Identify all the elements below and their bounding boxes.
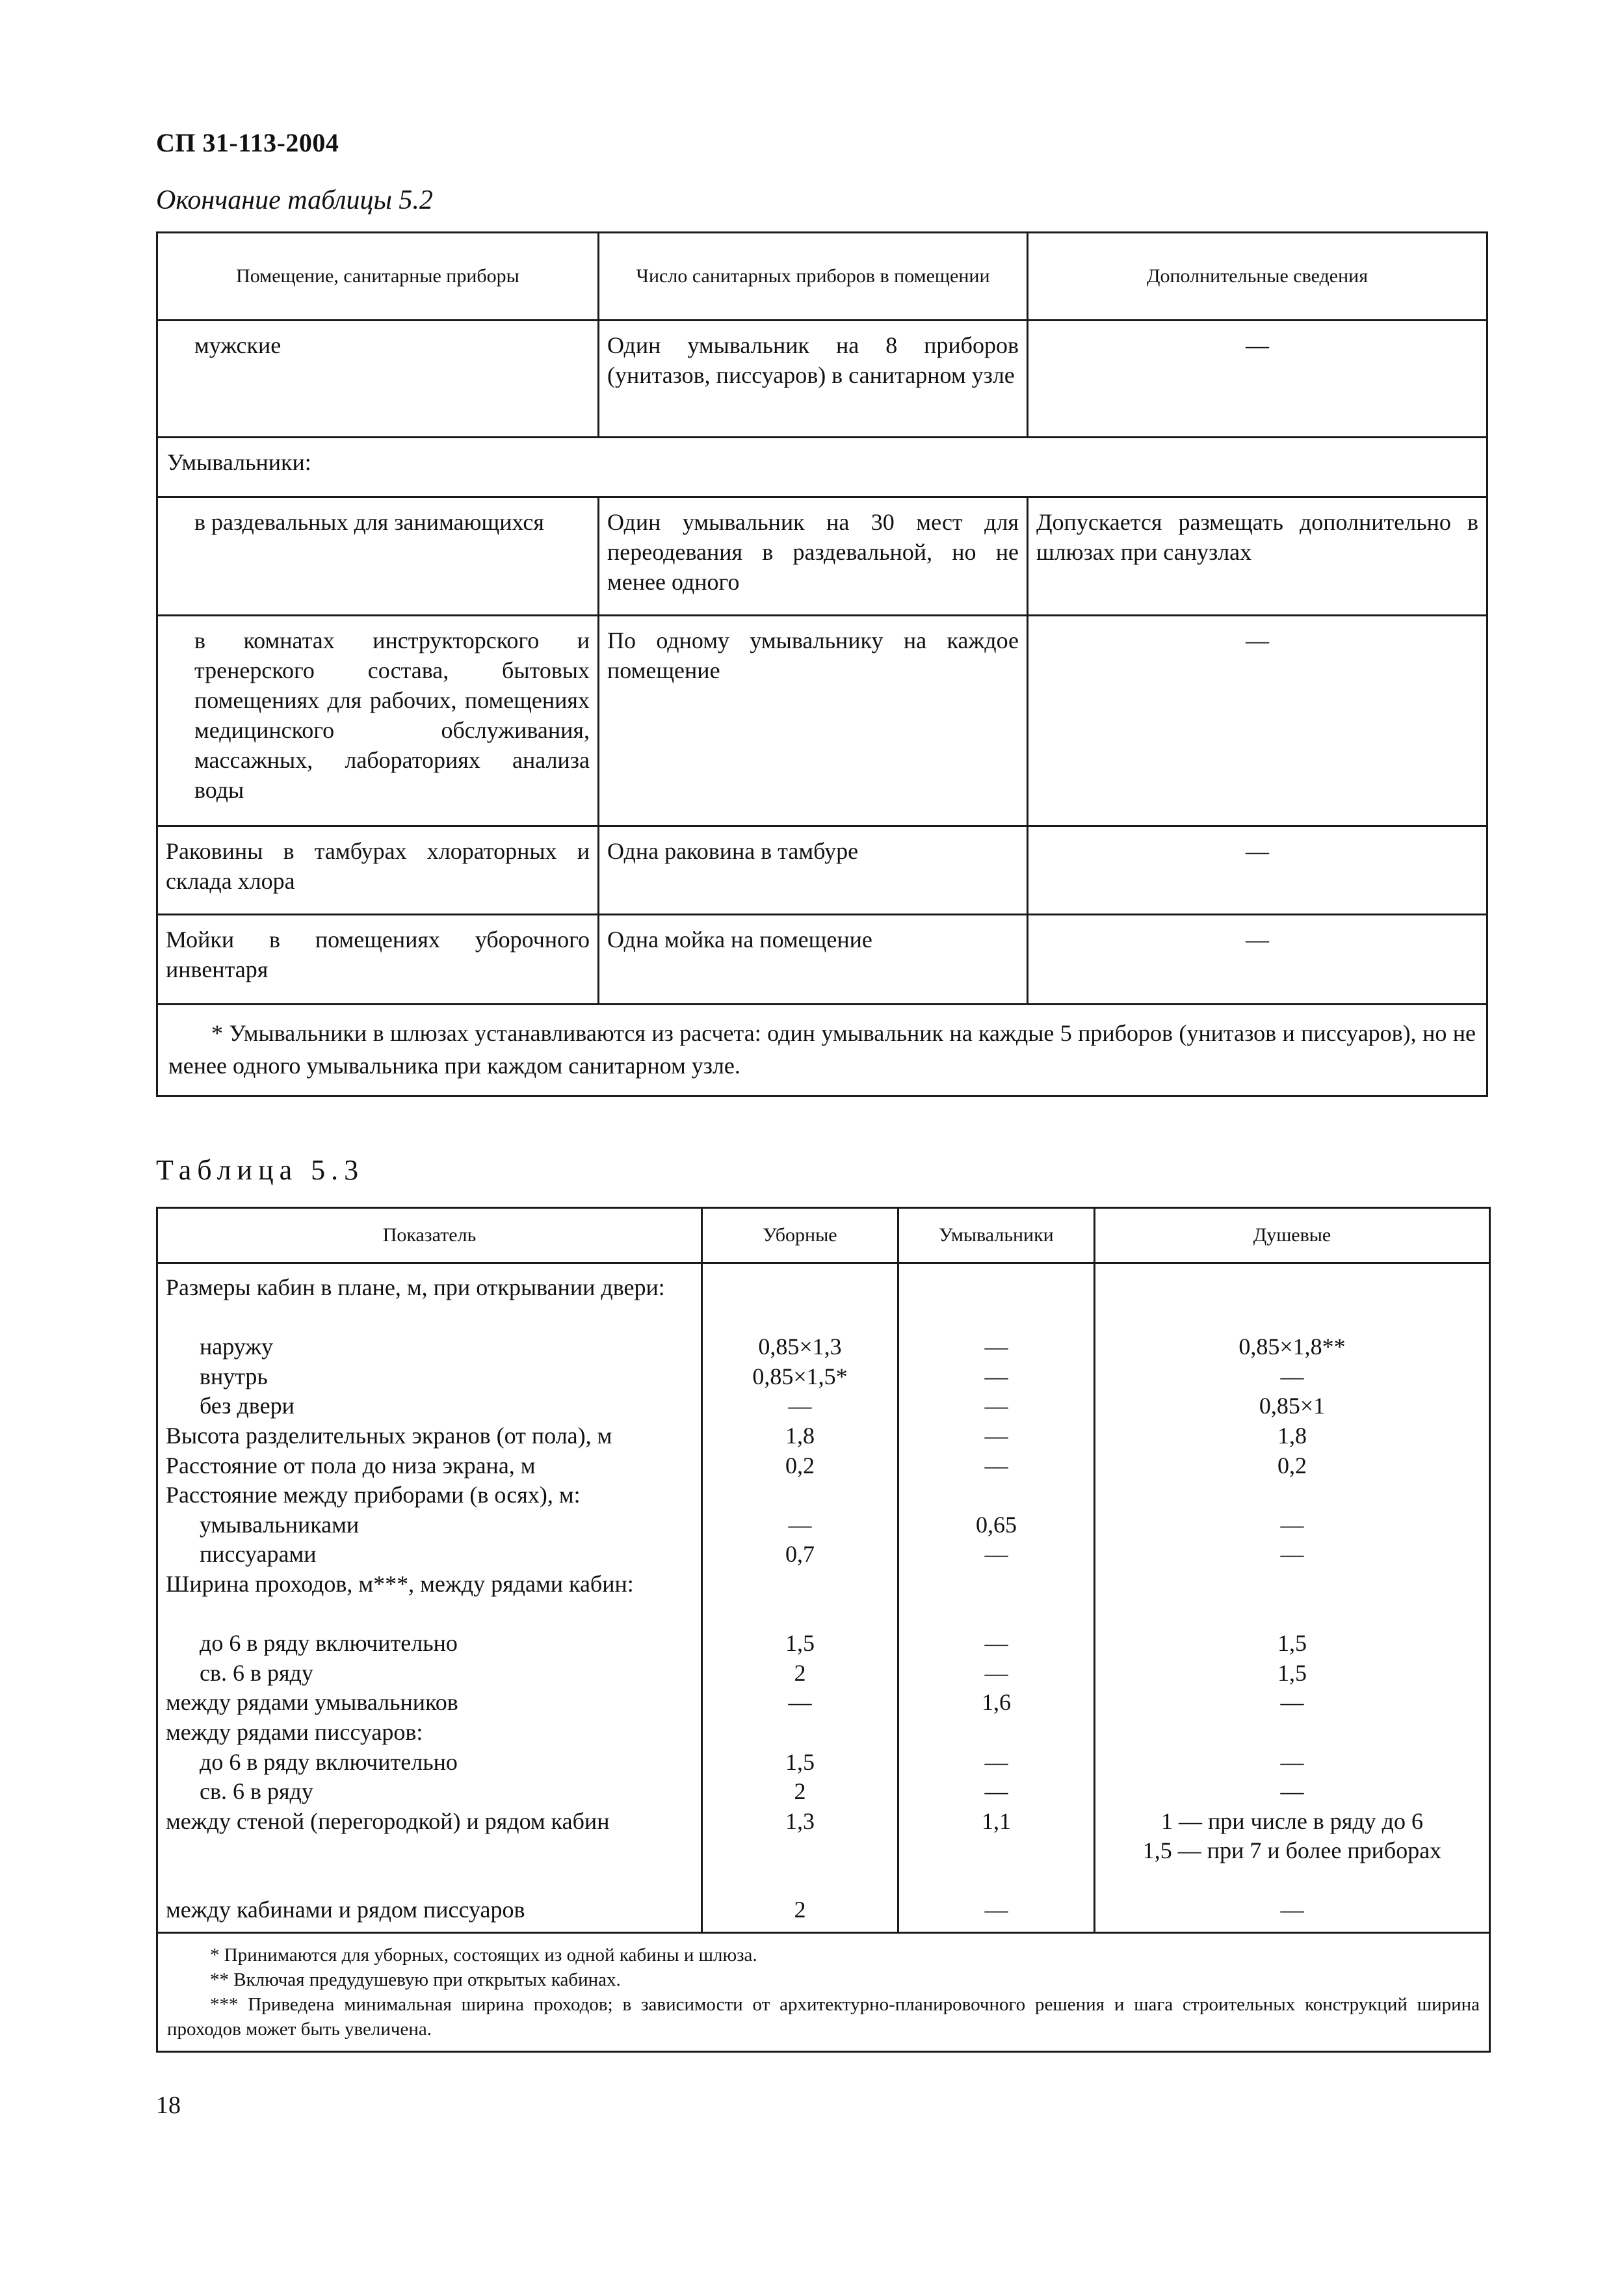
table-note-row [157, 1005, 1487, 1096]
value-cell: 1 — при числе в ряду до 6 [1160, 1808, 1423, 1834]
table-5-3-notes [157, 1933, 1490, 2052]
blank-line [1101, 1273, 1484, 1332]
indicator-line: до 6 в ряду включительно [200, 1748, 458, 1775]
table-5-2-note [157, 1005, 1487, 1096]
value-cell: — [1280, 1541, 1304, 1568]
indicator-line: между стеной (перегородкой) и рядом кабин [166, 1808, 610, 1834]
cell-count: По одному умывальнику на каждое помещение [599, 616, 1028, 826]
value-cell: — [984, 1422, 1008, 1449]
document-code: СП 31-113-2004 [156, 128, 339, 157]
value-cell: 2 [794, 1659, 806, 1686]
value-cell: — [788, 1511, 812, 1538]
value-cell: — [984, 1748, 1008, 1775]
page-number: 18 [156, 2092, 181, 2119]
indicator-line: писсуарами [200, 1541, 317, 1568]
table-row [157, 616, 1487, 826]
table-section-row [157, 438, 1487, 497]
value-cell: — [984, 1659, 1008, 1686]
indicator-line: Расстояние от пола до низа экрана, м [166, 1452, 536, 1479]
footnote: *** Приведена минимальная ширина проходов; в зависимости от архитектурно-планировочного решения и шага строительных конструкций ширина проходов может быть увеличена. [167, 1994, 1480, 2040]
indicator-line: между рядами писсуаров: [166, 1718, 423, 1745]
value-cell: 1,8 [1277, 1422, 1307, 1449]
cell-info: — [1028, 321, 1487, 438]
value-cell: — [984, 1334, 1008, 1360]
header-toilets: Уборные [702, 1208, 898, 1263]
value-cell: 1,6 [982, 1689, 1011, 1716]
value-cell: 0,85×1,8** [1238, 1334, 1346, 1360]
value-cell: 0,7 [785, 1541, 815, 1568]
value-cell: 0,85×1,5* [752, 1363, 848, 1389]
blank-line [904, 1570, 1088, 1629]
value-cell: — [1280, 1748, 1304, 1775]
value-cell: 0,65 [976, 1511, 1017, 1538]
showers-column [1095, 1263, 1490, 1933]
indicator-line: до 6 в ряду включительно [200, 1630, 458, 1657]
cell-info: — [1028, 616, 1487, 826]
value-cell: 2 [794, 1778, 806, 1805]
blank-line [1101, 1570, 1484, 1629]
cell-room: Раковины в тамбурах хлораторных и склада хлора [157, 826, 599, 915]
indicator-line: Расстояние между приборами (в осях), м: [166, 1482, 581, 1508]
blank-line [1101, 1718, 1484, 1748]
cell-room: в раздевальных для занимающихся [157, 497, 599, 616]
indicator-line: между кабинами и рядом писсуаров [166, 1897, 525, 1923]
cell-info: — [1028, 826, 1487, 915]
cell-count: Один умывальник на 8 приборов (унитазов, писсуаров) в санитарном узле [599, 321, 1028, 438]
cell-count: Один умывальник на 30 мест для переодевания в раздевальной, но не менее одного [599, 497, 1028, 616]
indicator-line: св. 6 в ряду [200, 1659, 313, 1686]
value-cell: — [984, 1897, 1008, 1923]
blank-line [708, 1570, 892, 1629]
header-showers: Душевые [1095, 1208, 1490, 1263]
indicator-line: внутрь [200, 1363, 268, 1389]
table-body-row [157, 1263, 1490, 1933]
footnote: ** Включая предудушевую при открытых кабинах. [210, 1969, 621, 1991]
value-cell: — [1280, 1778, 1304, 1805]
value-cell: 1,5 [1277, 1630, 1307, 1657]
value-cell: — [1280, 1363, 1304, 1389]
section-washbasins: Умывальники: [157, 438, 1487, 497]
header-indicator: Показатель [157, 1208, 702, 1263]
value-cell: — [788, 1393, 812, 1419]
cell-info: Допускается размещать дополнительно в шлюзах при санузлах [1028, 497, 1487, 616]
indicator-line: Ширина проходов, м***, между рядами кабин: [166, 1570, 634, 1597]
value-cell: — [984, 1541, 1008, 1568]
header-info: Дополнительные сведения [1028, 233, 1487, 321]
cell-info: — [1028, 915, 1487, 1005]
value-cell: 1,1 [982, 1808, 1011, 1834]
header-count: Число санитарных приборов в помещении [599, 233, 1028, 321]
value-cell: — [984, 1452, 1008, 1479]
value-cell: — [984, 1630, 1008, 1657]
blank-line [904, 1718, 1088, 1748]
indicator-line: между рядами умывальников [166, 1689, 458, 1716]
blank-line [1101, 1480, 1484, 1510]
value-cell: 1,3 [785, 1808, 815, 1834]
indicator-column [157, 1263, 702, 1933]
value-cell: 2 [794, 1897, 806, 1923]
table-5-3-caption: Таблица 5.3 [156, 1154, 365, 1186]
table-header-row [157, 233, 1487, 321]
value-cell: 1,8 [785, 1422, 815, 1449]
value-cell: — [1280, 1689, 1304, 1716]
header-washbasins: Умывальники [898, 1208, 1095, 1263]
note-text: * Умывальники в шлюзах устанавливаются из расчета: один умывальник на каждые 5 приборов (унитазов и писсуаров), но не менее одного умывальника при каждом санитарном узле. [168, 1020, 1476, 1079]
value-cell: 0,2 [1277, 1452, 1307, 1479]
value-cell: — [1280, 1897, 1304, 1923]
value-cell: — [984, 1393, 1008, 1419]
washbasins-column [898, 1263, 1095, 1933]
toilets-column [702, 1263, 898, 1933]
cell-room: Мойки в помещениях уборочного инвентаря [157, 915, 599, 1005]
value-cell: 1,5 [1277, 1659, 1307, 1686]
indicator-line: наружу [200, 1334, 274, 1360]
blank-line [708, 1273, 892, 1332]
blank-line [708, 1480, 892, 1510]
value-cell: — [984, 1363, 1008, 1389]
value-cell: 0,85×1,3 [758, 1334, 842, 1360]
table-5-2-caption: Окончание таблицы 5.2 [156, 185, 433, 215]
blank-line [904, 1480, 1088, 1510]
value-cell: 1,5 — при 7 и более приборах [1142, 1837, 1442, 1864]
table-header-row [157, 1208, 1490, 1263]
value-cell: — [788, 1689, 812, 1716]
indicator-line: умывальниками [200, 1511, 360, 1538]
blank-line [904, 1273, 1088, 1332]
indicator-line: без двери [200, 1393, 295, 1419]
value-cell: — [1280, 1511, 1304, 1538]
value-cell: 0,85×1 [1259, 1393, 1326, 1419]
value-cell: — [984, 1778, 1008, 1805]
indicator-line: св. 6 в ряду [200, 1778, 313, 1805]
table-note-row [157, 1933, 1490, 2052]
table-row [157, 826, 1487, 915]
table-5-3 [156, 1207, 1491, 2053]
footnote: * Принимаются для уборных, состоящих из одной кабины и шлюза. [210, 1945, 757, 1966]
value-cell: 0,2 [785, 1452, 815, 1479]
table-row [157, 497, 1487, 616]
indicator-line: Высота разделительных экранов (от пола), м [166, 1422, 612, 1449]
indicator-line: Размеры кабин в плане, м, при открывании двери: [166, 1274, 665, 1300]
cell-count: Одна раковина в тамбуре [599, 826, 1028, 915]
table-row [157, 321, 1487, 438]
cell-room: мужские [157, 321, 599, 438]
table-5-2 [156, 231, 1488, 1097]
table-row [157, 915, 1487, 1005]
cell-count: Одна мойка на помещение [599, 915, 1028, 1005]
cell-room: в комнатах инструкторского и тренерского состава, бытовых помещениях для рабочих, помещениях медицинского обслуживания, массажных, лабораториях анализа воды [157, 616, 599, 826]
header-room: Помещение, санитарные приборы [157, 233, 599, 321]
value-cell: 1,5 [785, 1630, 815, 1657]
value-cell: 1,5 [785, 1748, 815, 1775]
blank-line [708, 1718, 892, 1748]
